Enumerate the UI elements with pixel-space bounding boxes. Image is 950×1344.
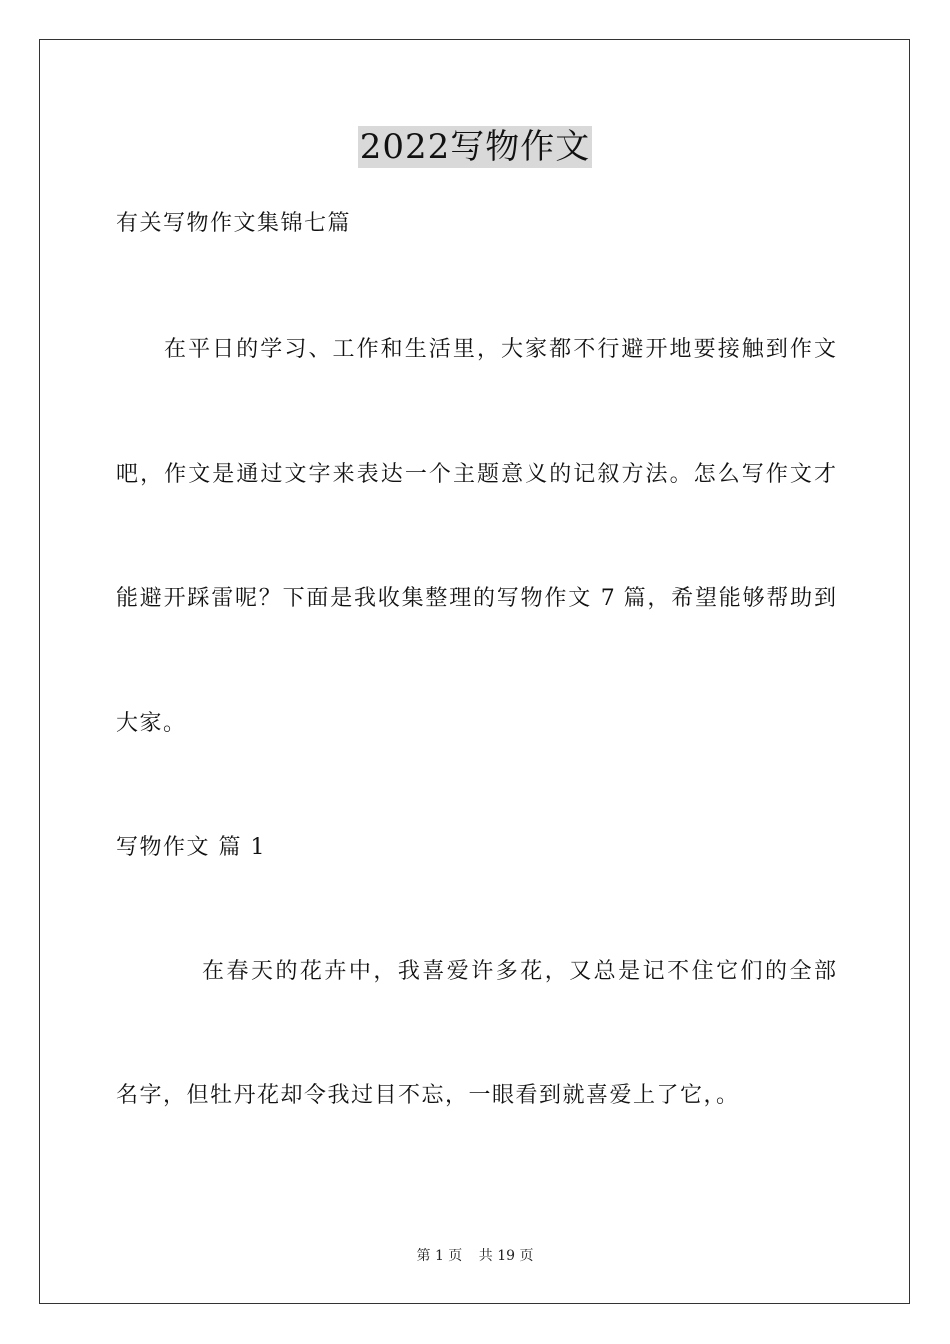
section-heading: 写物作文 篇 1 — [116, 835, 266, 860]
title-container — [0, 126, 950, 168]
section-line-2: 名字，但牡丹花却令我过目不忘，一眼看到就喜爱上了它，。 — [116, 1083, 740, 1108]
intro-line-1: 在平日的学习、工作和生活里，大家都不行避开地要接触到作文 — [164, 337, 836, 362]
page-number-current: 第 1 页 — [416, 1248, 463, 1264]
intro-line-4: 大家。 — [116, 711, 187, 736]
document-title: 2022写物作文 — [359, 127, 591, 167]
page-footer — [0, 1246, 950, 1266]
intro-line-2: 吧，作文是通过文字来表达一个主题意义的记叙方法。怎么写作文才 — [116, 462, 836, 487]
page-number-total: 共 19 页 — [478, 1248, 534, 1264]
intro-line-3: 能避开踩雷呢？下面是我收集整理的写物作文 7 篇，希望能够帮助到 — [116, 586, 836, 611]
section-line-1: 在春天的花卉中，我喜爱许多花，又总是记不住它们的全部 — [202, 959, 836, 984]
document-subtitle: 有关写物作文集锦七篇 — [116, 211, 352, 236]
